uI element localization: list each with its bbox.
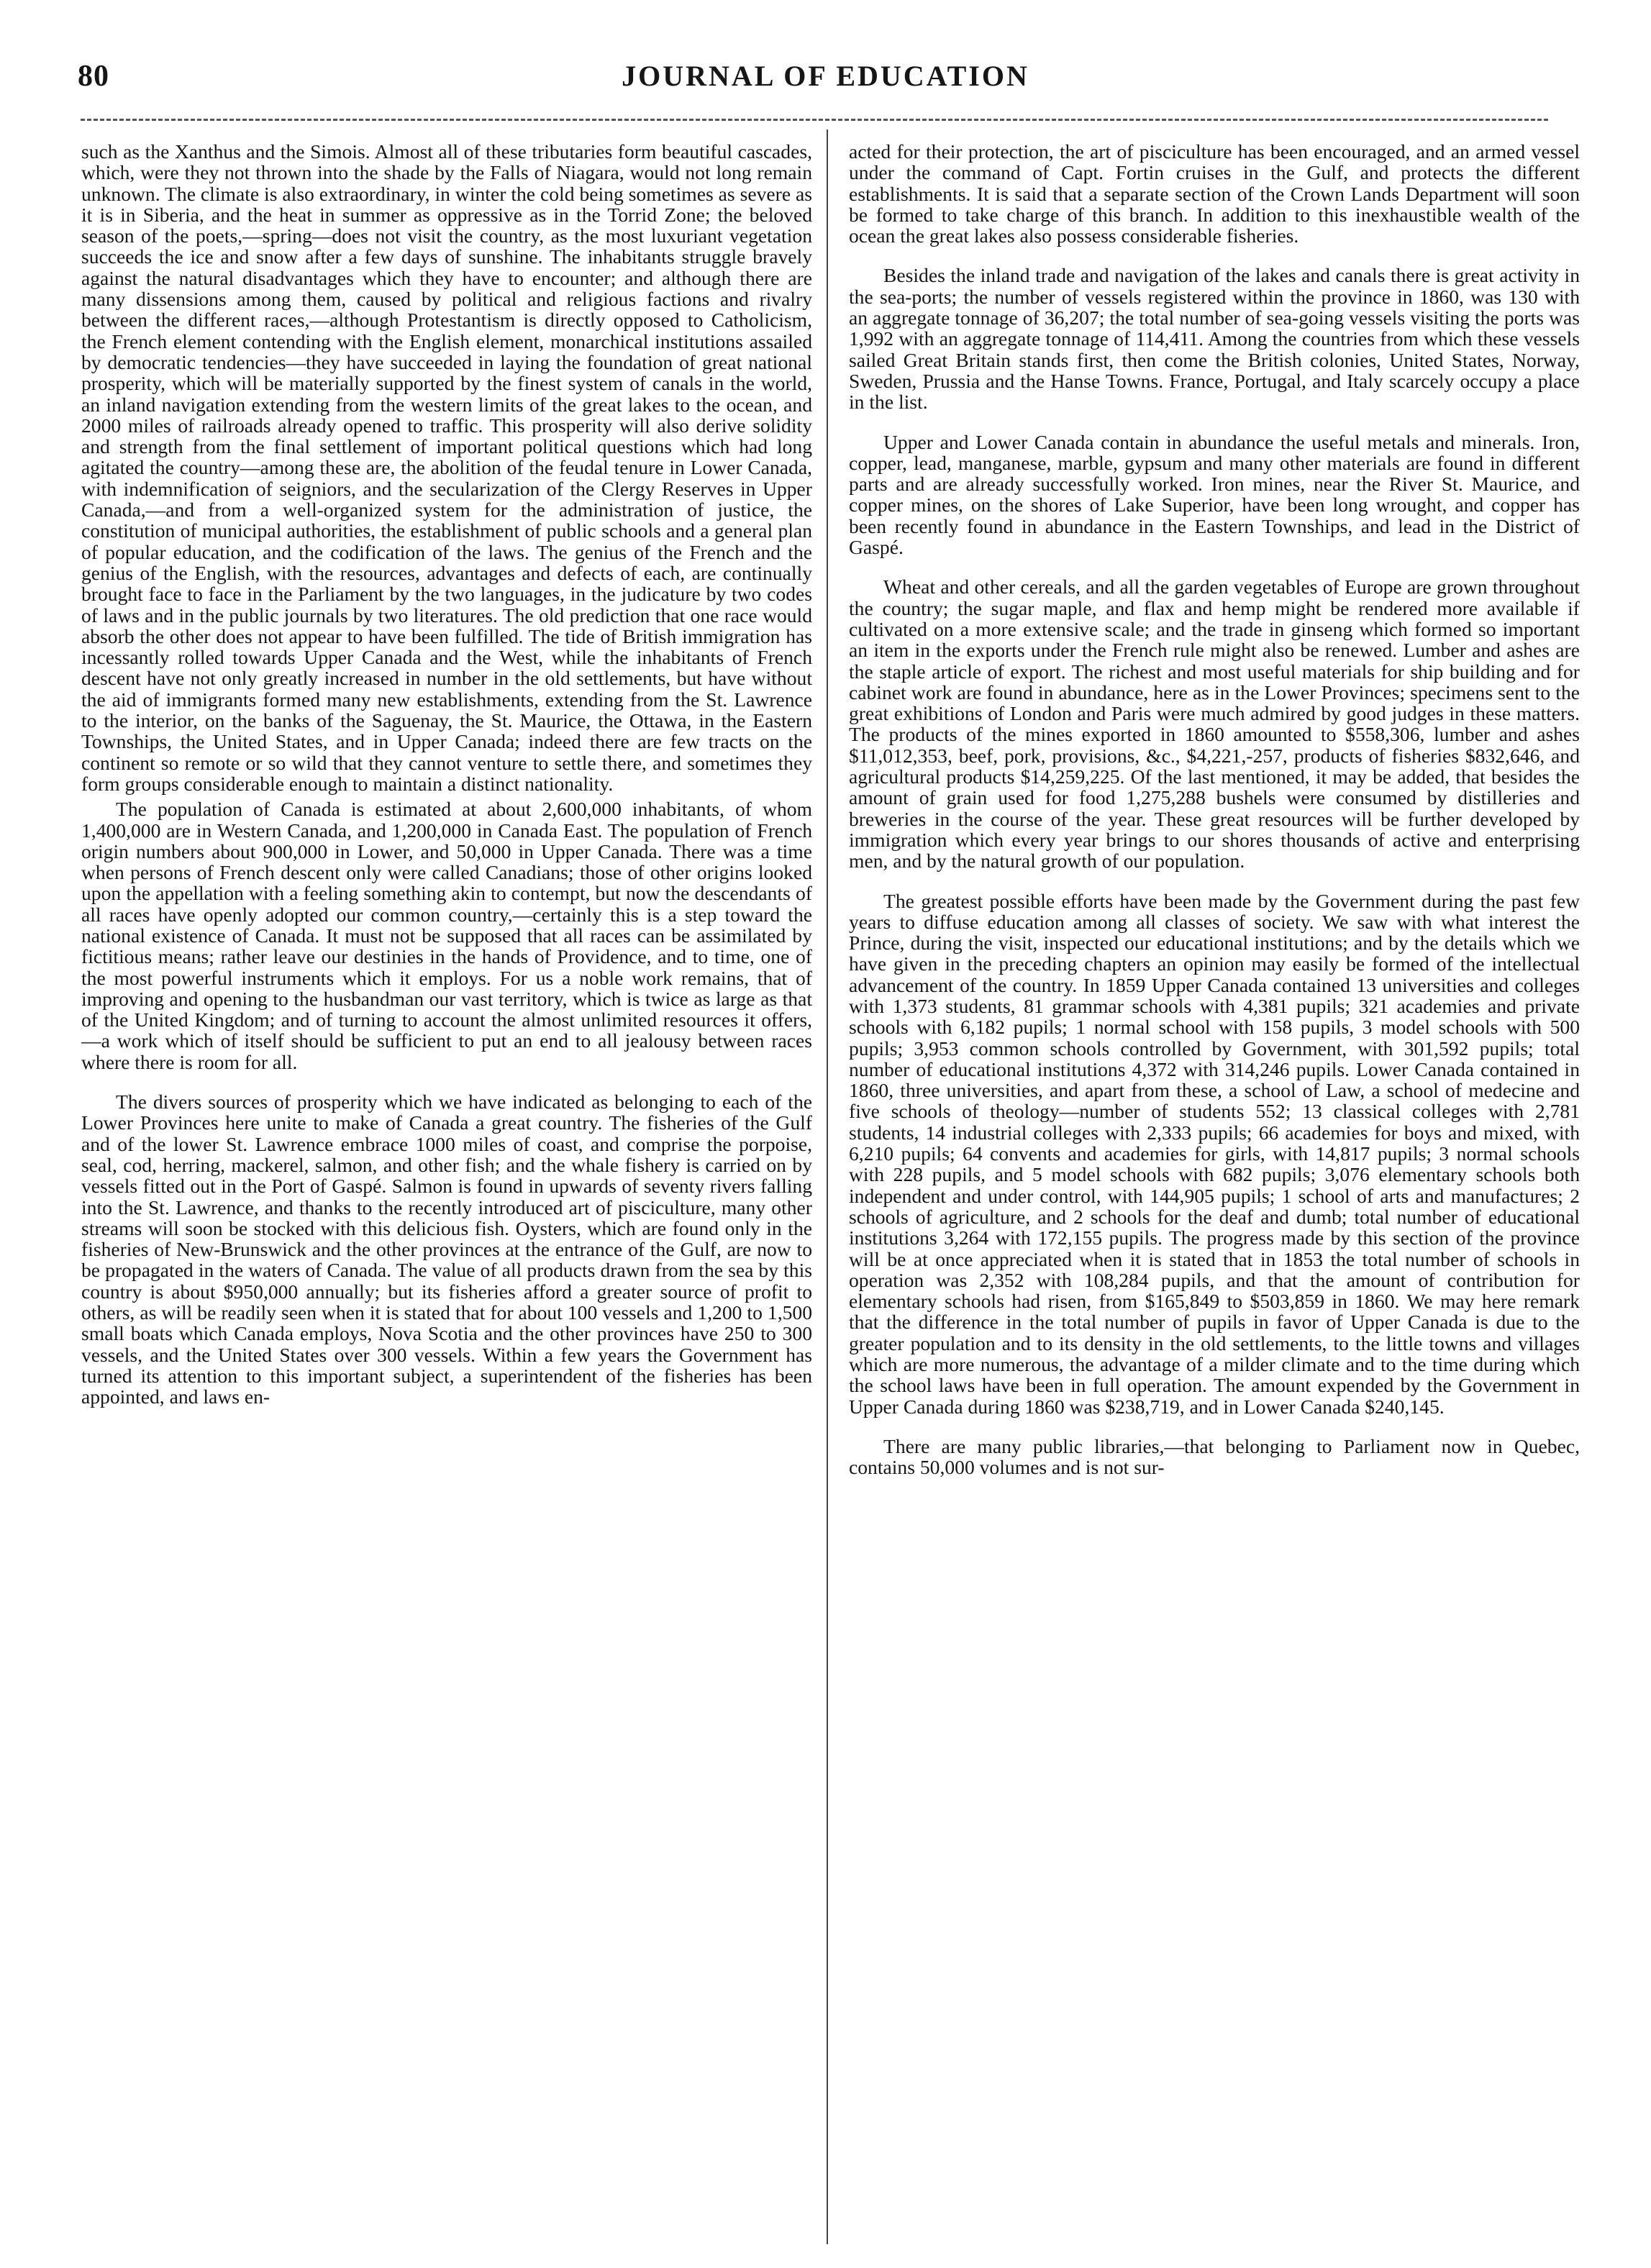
paragraph: There are many public libraries,—that belonging to Parliament now in Quebec, contains 50,000 volumes and is not sur-	[849, 1434, 1580, 1479]
paragraph: such as the Xanthus and the Simois. Almost all of these tributaries form beautiful cascades, which, were they not thrown into the shade by the Falls of Niagara, would not long remain unknown. The climate is also extraordinary, in winter the cold being sometimes as severe as it is in Siberia, and the heat in summer as oppressive as in the Torrid Zone; the beloved season of the poets,—spring—does not visit the country, as the most luxuriant vegetation succeeds the ice and snow after a few days of sunshine. The inhabitants struggle bravely against the natural disadvantages which they have to encounter; and although there are many dissensions among them, caused by political and religious factions and rivalry between the different races,—although Protestantism is directly opposed to Catholicism, the French element contending with the English element, monarchical institutions assailed by democratic tendencies—they have succeeded in laying the foundation of great national prosperity, which will be materially supported by the finest system of canals in the world, an inland navigation extending from the western limits of the great lakes to the ocean, and 2000 miles of railroads already opened to traffic. This prosperity will also derive solidity and strength from the final settlement of important political questions which had long agitated the country—among these are, the abolition of the feudal tenure in Lower Canada, with indemnification of seigniors, and the secularization of the Clergy Reserves in Upper Canada,—and from a well-organized system for the administration of justice, the constitution of municipal authorities, the establishment of public schools and a general plan of popular education, and the codification of the laws. The genius of the French and the genius of the English, with the resources, advantages and defects of each, are continually brought face to face in the Parliament by the two languages, in the judicature by two codes of laws and in the public journals by two literatures. The old prediction that one race would absorb the other does not appear to have been fulfilled. The tide of British immigration has incessantly rolled towards Upper Canada and the West, while the inhabitants of French descent have not only greatly increased in number in the old settlements, but have without the aid of immigrants formed many new establishments, extending from the St. Lawrence to the interior, on the banks of the Saguenay, the St. Maurice, the Ottawa, in the Eastern Townships, the United States, and in Upper Canada; indeed there are few tracts on the continent so remote or so wild that they cannot venture to settle there, and sometimes they form groups considerable enough to maintain a distinct nationality.	[81, 141, 812, 795]
paragraph: Besides the inland trade and navigation of the lakes and canals there is great activity in the sea-ports; the number of vessels registered within the province in 1860, was 130 with an aggregate tonnage of 36,207; the total number of sea-going vessels visiting the ports was 1,992 with an aggregate tonnage of 114,411. Among the countries from which these vessels sailed Great Britain stands first, then come the British colonies, United States, Norway, Sweden, Prussia and the Hanse Towns. France, Portugal, and Italy scarcely occupy a place in the list.	[849, 264, 1580, 414]
running-title: JOURNAL OF EDUCATION	[622, 60, 1029, 92]
paragraph: Wheat and other cereals, and all the garden vegetables of Europe are grown throughout the country; the sugar maple, and flax and hemp might be rendered more available if cultivated on a more extensive scale; and the trade in ginseng which formed so important an item in the exports under the French rule might also be renewed. Lumber and ashes are the staple article of export. The richest and most useful materials for ship building and for cabinet work are found in abundance, here as in the Lower Provinces; specimens sent to the great exhibitions of London and Paris were much admired by good judges in these matters. The products of the mines exported in 1860 amounted to $558,306, lumber and ashes $11,012,353, beef, pork, provisions, &c., $4,221,-257, products of fisheries $832,646, and agricultural products $14,259,225. Of the last mentioned, it may be added, that besides the amount of grain used for food 1,275,288 bushels were consumed by distilleries and breweries in the course of the year. These great resources will be further developed by immigration which every year brings to our shores thousands of active and enterprising men, and by the natural growth of our population.	[849, 575, 1580, 873]
paragraph: acted for their protection, the art of pisciculture has been encouraged, and an armed vessel under the command of Capt. Fortin cruises in the Gulf, and protects the different establishments. It is said that a separate section of the Crown Lands Department will soon be formed to take charge of this branch. In addition to this inexhaustible wealth of the ocean the great lakes also possess considerable fisheries.	[849, 141, 1580, 247]
left-column	[81, 141, 812, 2241]
right-column	[849, 141, 1580, 2241]
paragraph: Upper and Lower Canada contain in abundance the useful metals and minerals. Iron, copper, lead, manganese, marble, gypsum and many other materials are found in different parts and are already successfully worked. Iron mines, near the River St. Maurice, and copper mines, on the shores of Lake Superior, have been long wrought, and copper has been recently found in abundance in the Eastern Townships, and lead in the District of Gaspé.	[849, 430, 1580, 559]
column-divider	[827, 129, 828, 2244]
paragraph: The greatest possible efforts have been made by the Government during the past few years to diffuse education among all classes of society. We saw with what interest the Prince, during the visit, inspected our educational institutions; and by the details which we have given in the preceding chapters an opinion may easily be formed of the intellectual advancement of the country. In 1859 Upper Canada contained 13 universities and colleges with 1,373 students, 81 grammar schools with 4,381 pupils; 321 academies and private schools with 6,182 pupils; 1 normal school with 158 pupils, 3 model schools with 500 pupils; 3,953 common schools controlled by Government, with 301,592 pupils; total number of educational institutions 4,372 with 314,246 pupils. Lower Canada contained in 1860, three universities, and apart from these, a school of Law, a school of medecine and five schools of theology—number of students 552; 13 classical colleges with 2,781 students, 14 industrial colleges with 2,333 pupils; 66 academies for boys and mixed, with 6,210 pupils; 64 convents and academies for girls, with 14,817 pupils; 3 normal schools with 228 pupils, and 5 model schools with 682 pupils; 3,076 elementary schools both independent and under control, with 144,905 pupils; 1 school of arts and manufactures; 2 schools of agriculture, and 2 schools for the deaf and dumb; total number of educational institutions 3,264 with 172,155 pupils. The progress made by this section of the province will be at once appreciated when it is stated that in 1853 the total number of schools in operation was 2,352 with 108,284 pupils, and that the amount of contribution for elementary schools had risen, from $165,849 to $503,859 in 1860. We may here remark that the difference in the total number of pupils in favor of Upper Canada is due to the greater population and to its density in the old settlements, to the little towns and villages which are more numerous, the advantage of a milder climate and to the time during which the school laws have been in full operation. The amount expended by the Government in Upper Canada during 1860 was $238,719, and in Lower Canada $240,145.	[849, 889, 1580, 1418]
paragraph: The divers sources of prosperity which we have indicated as belonging to each of the Lower Provinces here unite to make of Canada a great country. The fisheries of the Gulf and of the lower St. Lawrence embrace 1000 miles of coast, and comprise the porpoise, seal, cod, herring, mackerel, salmon, and other fish; and the whale fishery is carried on by vessels fitted out in the Port of Gaspé. Salmon is found in upwards of seventy rivers falling into the St. Lawrence, and thanks to the recently introduced art of pisciculture, many other streams will soon be stocked with this delicious fish. Oysters, which are found only in the fisheries of New-Brunswick and the other provinces at the entrance of the Gulf, are now to be propagated in the waters of Canada. The value of all products drawn from the sea by this country is about $950,000 annually; but its fisheries afford a greater source of profit to others, as will be readily seen when it is stated that for about 100 vessels and 1,200 to 1,500 small boats which Canada employs, Nova Scotia and the other provinces have 250 to 300 vessels, and the United States over 300 vessels. Within a few years the Government has turned its attention to this important subject, a superintendent of the fisheries has been appointed, and laws en-	[81, 1090, 812, 1408]
page-number: 80	[78, 60, 109, 93]
paragraph: The population of Canada is estimated at about 2,600,000 inhabitants, of whom 1,400,000 are in Western Canada, and 1,200,000 in Canada East. The population of French origin numbers about 900,000 in Lower, and 50,000 in Upper Canada. There was a time when persons of French descent only were called Canadians; those of other origins looked upon the appellation with a feeling something akin to contempt, but now the descendants of all races have openly adopted our common country,—certainly this is a step toward the national existence of Canada. It must not be supposed that all races can be assimilated by fictitious means; rather leave our destinies in the hands of Providence, and to time, one of the most powerful instruments which it employs. For us a noble work remains, that of improving and opening to the husbandman our vast territory, which is twice as large as that of the United Kingdom; and of turning to account the almost unlimited resources it offers,—a work which of itself should be sufficient to put an end to all jealousy between races where there is room for all.	[81, 798, 812, 1073]
header-rule	[81, 119, 1548, 121]
